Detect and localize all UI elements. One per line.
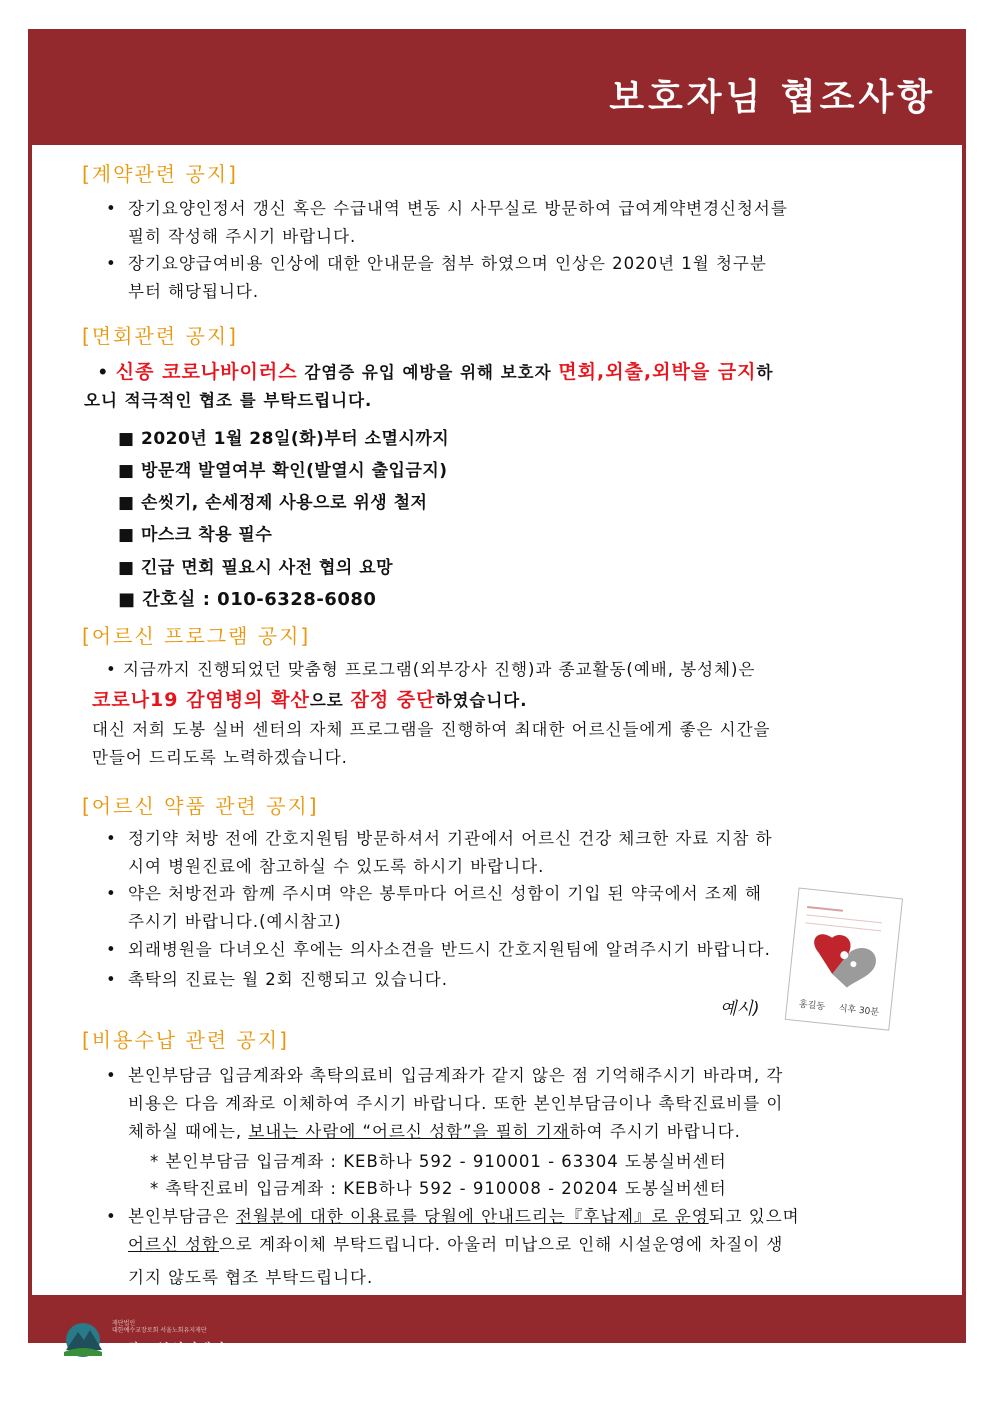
account-info-1: * 본인부담금 입금계좌 : KEB하나 592 - 910001 - 63304 도봉실버센터 bbox=[150, 1152, 727, 1171]
square-bullet-icon: ■ bbox=[118, 429, 141, 449]
footer-org-name: 구립 도봉실버센터 bbox=[112, 1342, 225, 1358]
list-item: • 촉탁의 진료는 월 2회 진행되고 있습니다. bbox=[106, 966, 918, 994]
square-bullet-icon: ■ bbox=[118, 461, 141, 481]
envelope-dose-label: 식후 30분 bbox=[838, 1003, 880, 1019]
payment-paragraph-2: • 본인부담금은 전월분에 대한 이용료를 당월에 안내드리는『후납제』로 운영되고 있으며 어르신 성함으로 계좌이체 부탁드립니다. 아울러 미납으로 인해 시설운영에 차질이 생 기지 않도록 협조 부탁드립니다. bbox=[106, 1203, 918, 1292]
envelope-name-label: 홍길동 bbox=[798, 999, 826, 1013]
visit-notice: • 신종 코로나바이러스 감염증 유입 예방을 위해 보호자 면회,외출,외박을 금지하 오니 적극적인 협조 를 부탁드립니다. bbox=[84, 361, 774, 410]
bullet-icon: • bbox=[106, 970, 117, 989]
bullet-icon: • bbox=[106, 829, 117, 848]
pill-envelope-example-image bbox=[778, 883, 908, 1033]
account-info-2: * 촉탁진료비 입금계좌 : KEB하나 592 - 910008 - 20204 도봉실버센터 bbox=[150, 1179, 727, 1198]
section-title-medicine: [어르신 약품 관련 공지] bbox=[82, 794, 319, 818]
page-title: 보호자님 협조사항 bbox=[609, 77, 936, 118]
section-title-visit: [면회관련 공지] bbox=[82, 324, 238, 348]
header-band bbox=[28, 29, 966, 145]
square-bullet-icon: ■ bbox=[118, 589, 143, 610]
bullet-icon: • bbox=[106, 884, 117, 903]
section-title-payment: [비용수납 관련 공지] bbox=[82, 1028, 289, 1052]
program-line-2: 코로나19 감염병의 확산으로 잠정 중단하였습니다. bbox=[92, 689, 528, 711]
list-item: • 장기요양급여비용 인상에 대한 안내문을 첨부 하였으며 인상은 2020년 1월 청구분 부터 해당됩니다. bbox=[106, 250, 918, 306]
section-title-contract: [계약관련 공지] bbox=[82, 162, 238, 186]
list-item: ■ 손씻기, 손세정제 사용으로 위생 철저 bbox=[118, 493, 428, 513]
program-line-1: • 지금까지 진행되었던 맞춤형 프로그램(외부강사 진행)과 종교활동(예배, 봉성체)은 bbox=[106, 660, 756, 679]
bullet-icon: • bbox=[106, 660, 123, 679]
list-item: • 정기약 처방 전에 간호지원팀 방문하셔서 기관에서 어르신 건강 체크한 자료 지참 하 시여 병원진료에 참고하실 수 있도록 하시기 바랍니다. bbox=[106, 825, 918, 881]
right-border bbox=[962, 145, 966, 1295]
left-border bbox=[28, 145, 32, 1295]
example-label: 예시) bbox=[720, 999, 760, 1019]
list-item: • 약은 처방전과 함께 주시며 약은 봉투마다 어르신 성함이 기입 된 약국에서 조제 해 주시기 바랍니다.(예시참고) bbox=[106, 880, 918, 936]
list-item: ■ 간호실 : 010-6328-6080 bbox=[118, 589, 377, 610]
bullet-icon: • bbox=[106, 199, 117, 218]
bullet-icon: • bbox=[106, 1066, 117, 1085]
mountain-logo-icon bbox=[60, 1318, 106, 1358]
section-title-program: [어르신 프로그램 공지] bbox=[82, 624, 311, 648]
list-item: • 장기요양인정서 갱신 혹은 수급내역 변동 시 사무실로 방문하여 급여계약변경신청서를 필히 작성해 주시기 바랍니다. bbox=[106, 195, 918, 251]
list-item: ■ 긴급 면회 필요시 사전 협의 요망 bbox=[118, 558, 394, 578]
footer-org-sub: 재단법인 대한예수교장로회 서울노회유지재단 bbox=[112, 1320, 207, 1334]
program-line-4: 만들어 드리도록 노력하겠습니다. bbox=[92, 748, 348, 767]
bullet-icon: • bbox=[106, 254, 117, 273]
list-item: ■ 방문객 발열여부 확인(발열시 출입금지) bbox=[118, 461, 448, 481]
square-bullet-icon: ■ bbox=[118, 493, 141, 513]
bullet-icon: • bbox=[106, 1207, 117, 1226]
bullet-icon: • bbox=[106, 940, 117, 959]
bullet-icon: • bbox=[84, 363, 116, 382]
program-line-3: 대신 저희 도봉 실버 센터의 자체 프로그램을 진행하여 최대한 어르신들에게 좋은 시간을 bbox=[92, 720, 771, 739]
list-item: ■ 2020년 1월 28일(화)부터 소멸시까지 bbox=[118, 429, 450, 449]
list-item: • 외래병원을 다녀오신 후에는 의사소견을 반드시 간호지원팀에 알려주시기 바랍니다. bbox=[106, 936, 918, 964]
list-item: ■ 마스크 착용 필수 bbox=[118, 525, 273, 545]
square-bullet-icon: ■ bbox=[118, 525, 141, 545]
payment-paragraph-1: • 본인부담금 입금계좌와 촉탁의료비 입금계좌가 같지 않은 점 기억해주시기 바라며, 각 비용은 다음 계좌로 이체하여 주시기 바랍니다. 또한 본인부담금이나 촉탁진료비를 이 체하실 때에는, 보내는 사람에 “어르신 성함”을 필히 기재하여 주시기 바랍니다. bbox=[106, 1062, 918, 1146]
footer-band bbox=[28, 1295, 966, 1343]
square-bullet-icon: ■ bbox=[118, 558, 141, 578]
